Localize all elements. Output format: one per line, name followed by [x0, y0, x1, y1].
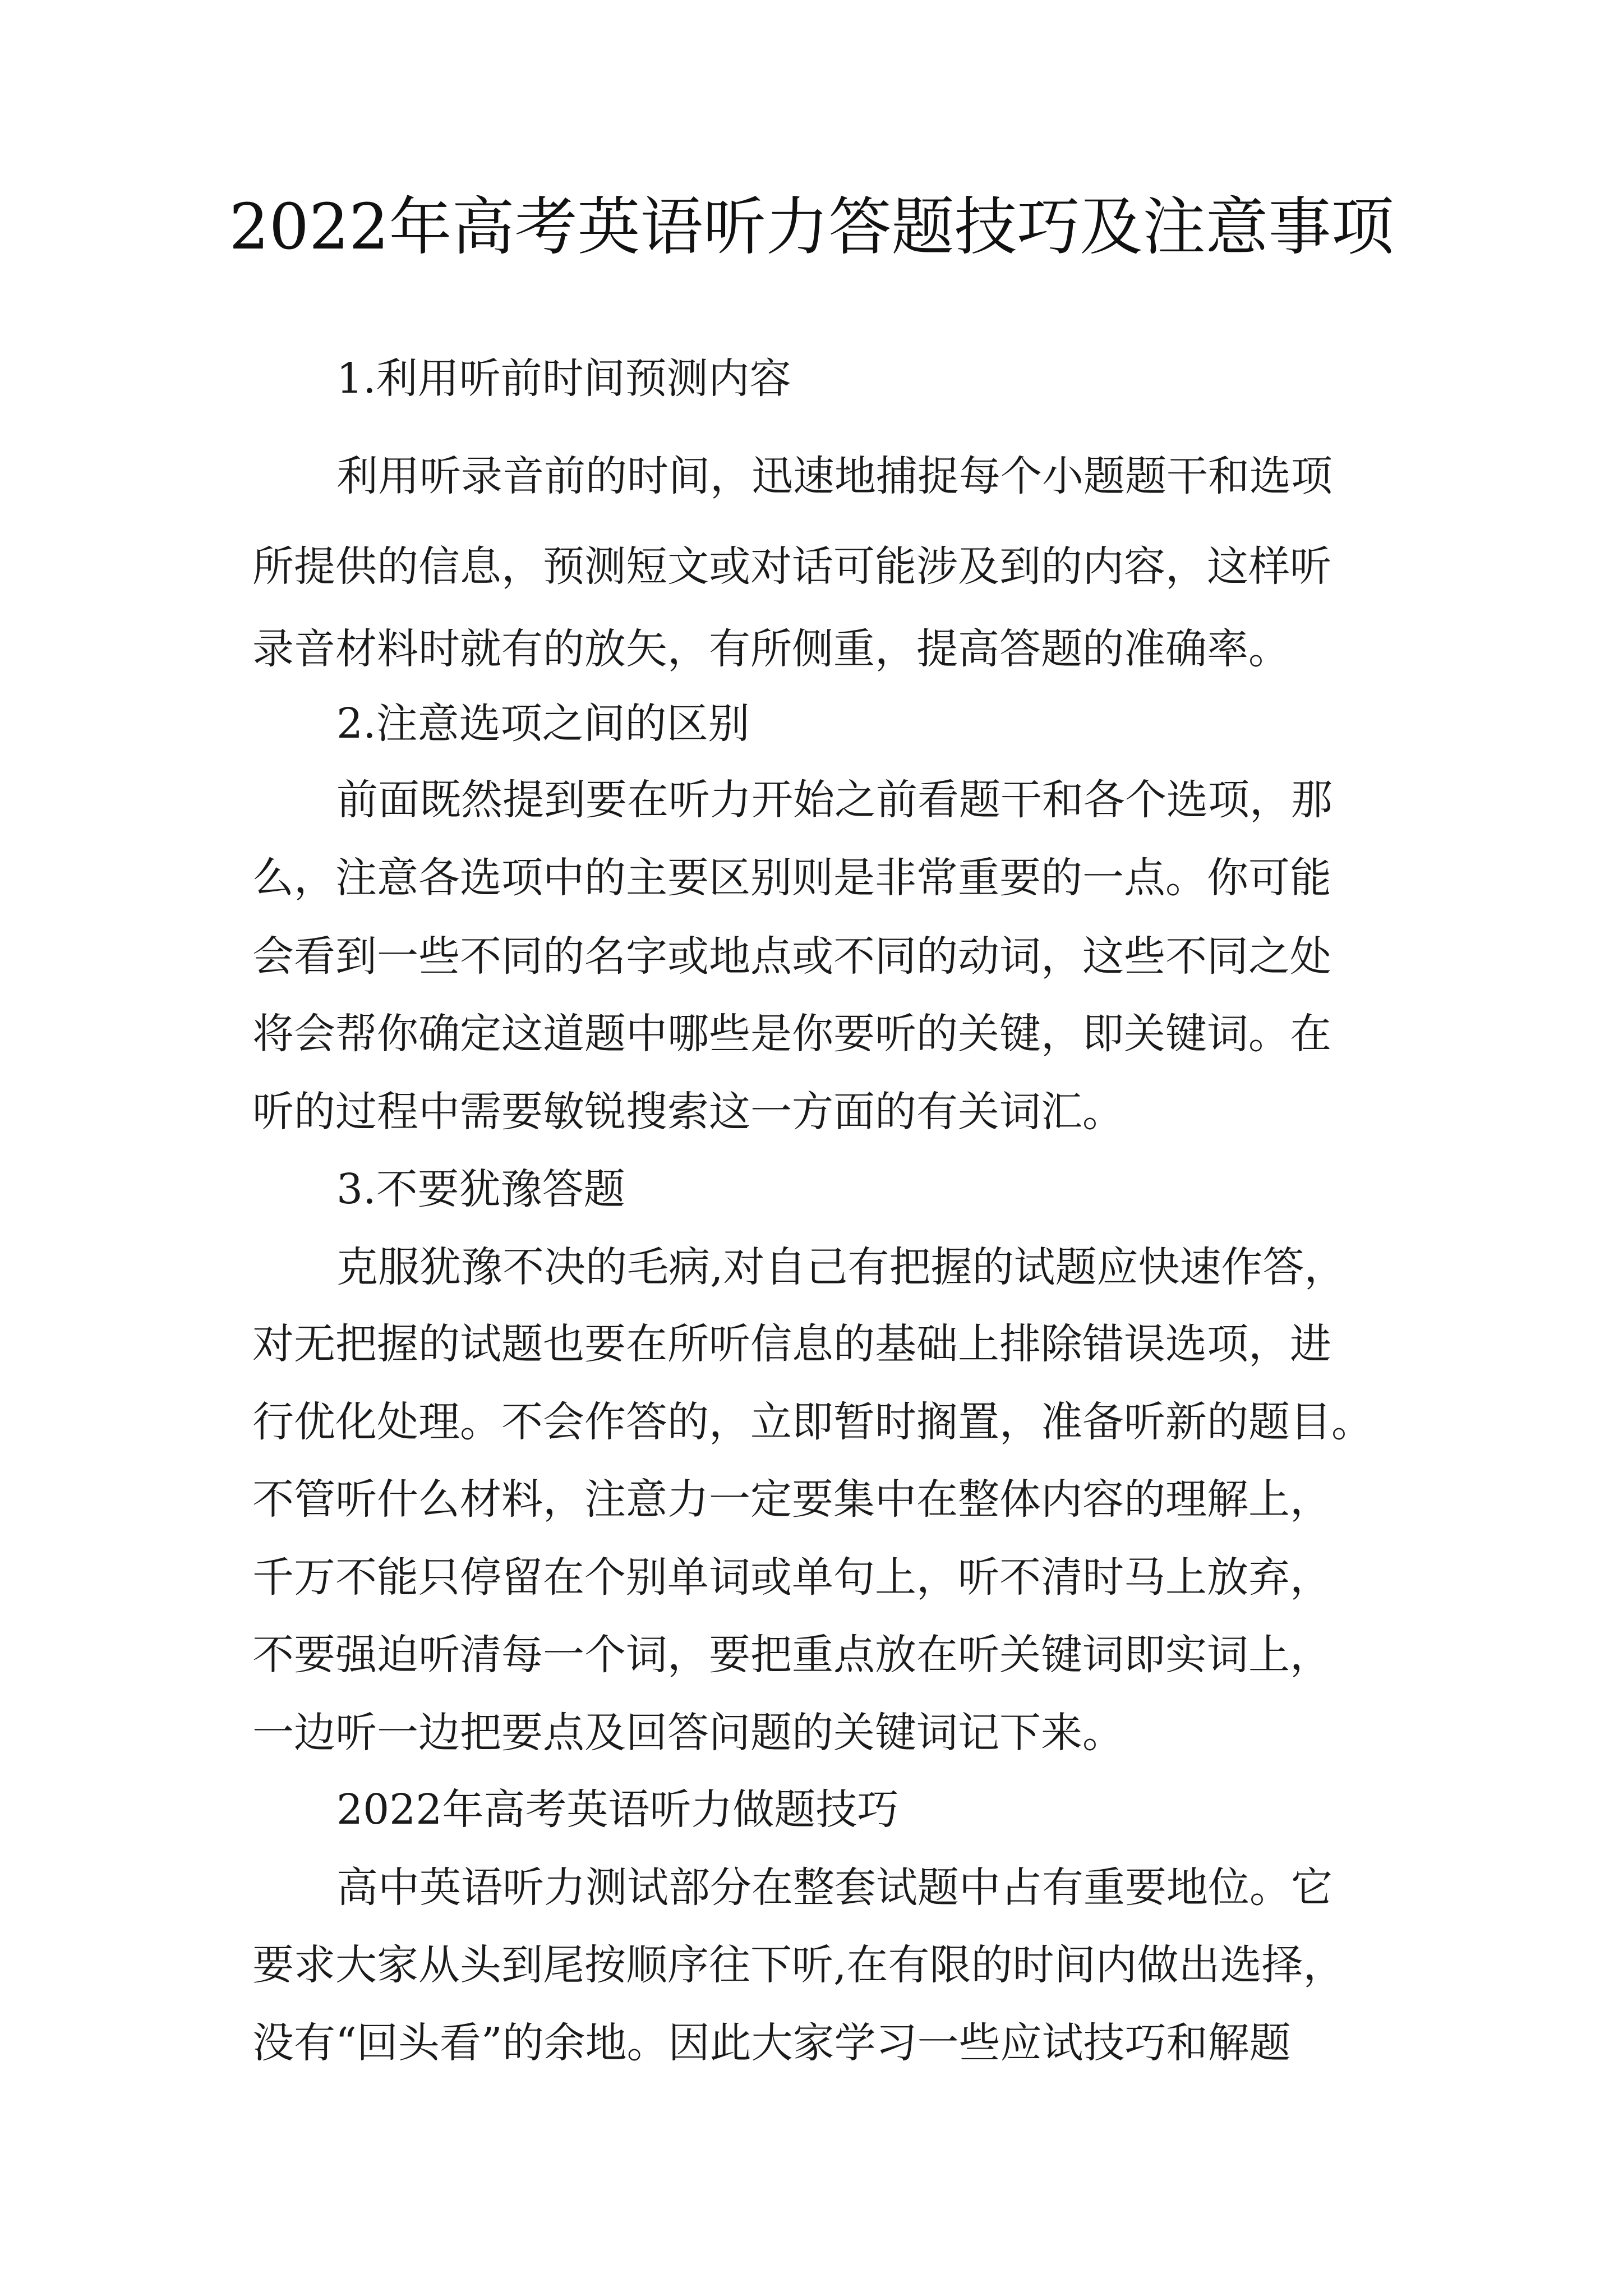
paragraph-line: 高中英语听力测试部分在整套试题中占有重要地位。它 [336, 1864, 1332, 1912]
paragraph-line: 不要强迫听清每一个词，要把重点放在听关键词即实词上， [252, 1631, 1331, 1679]
paragraph-line: 行优化处理。不会作答的，立即暂时搁置，准备听新的题目。 [252, 1398, 1373, 1446]
paragraph-line: 千万不能只停留在个别单词或单句上，听不清时马上放弃， [252, 1553, 1331, 1602]
paragraph-line: 对无把握的试题也要在所听信息的基础上排除错误选项，进 [252, 1320, 1331, 1368]
paragraph-line: 将会帮你确定这道题中哪些是你要听的关键，即关键词。在 [252, 1010, 1331, 1058]
section-heading-4: 2022年高考英语听力做题技巧 [336, 1786, 899, 1834]
paragraph-line: 利用听录音前的时间，迅速地捕捉每个小题题干和选项 [336, 452, 1332, 500]
section-heading-3: 3.不要犹豫答题 [336, 1165, 625, 1213]
section-heading-1: 1.利用听前时间预测内容 [336, 355, 791, 403]
paragraph-line: 克服犹豫不决的毛病,对自己有把握的试题应快速作答， [336, 1243, 1346, 1291]
paragraph-line: 听的过程中需要敏锐搜索这一方面的有关词汇。 [252, 1088, 1124, 1136]
document-title: 2022年高考英语听力答题技巧及注意事项 [229, 191, 1394, 264]
paragraph-line: 么，注意各选项中的主要区别则是非常重要的一点。你可能 [252, 854, 1331, 902]
paragraph-line: 没有“回头看”的余地。因此大家学习一些应试技巧和解题 [252, 2019, 1291, 2067]
paragraph-line: 不管听什么材料，注意力一定要集中在整体内容的理解上， [252, 1475, 1331, 1524]
paragraph-line: 要求大家从头到尾按顺序往下听,在有限的时间内做出选择， [252, 1941, 1345, 1989]
paragraph-line: 前面既然提到要在听力开始之前看题干和各个选项，那 [336, 776, 1332, 824]
paragraph-line: 一边听一边把要点及回答问题的关键词记下来。 [252, 1709, 1124, 1757]
paragraph-line: 录音材料时就有的放矢，有所侧重，提高答题的准确率。 [252, 625, 1290, 673]
section-heading-2: 2.注意选项之间的区别 [336, 700, 750, 748]
paragraph-line: 所提供的信息，预测短文或对话可能涉及到的内容，这样听 [252, 542, 1331, 591]
paragraph-line: 会看到一些不同的名字或地点或不同的动词，这些不同之处 [252, 932, 1331, 981]
